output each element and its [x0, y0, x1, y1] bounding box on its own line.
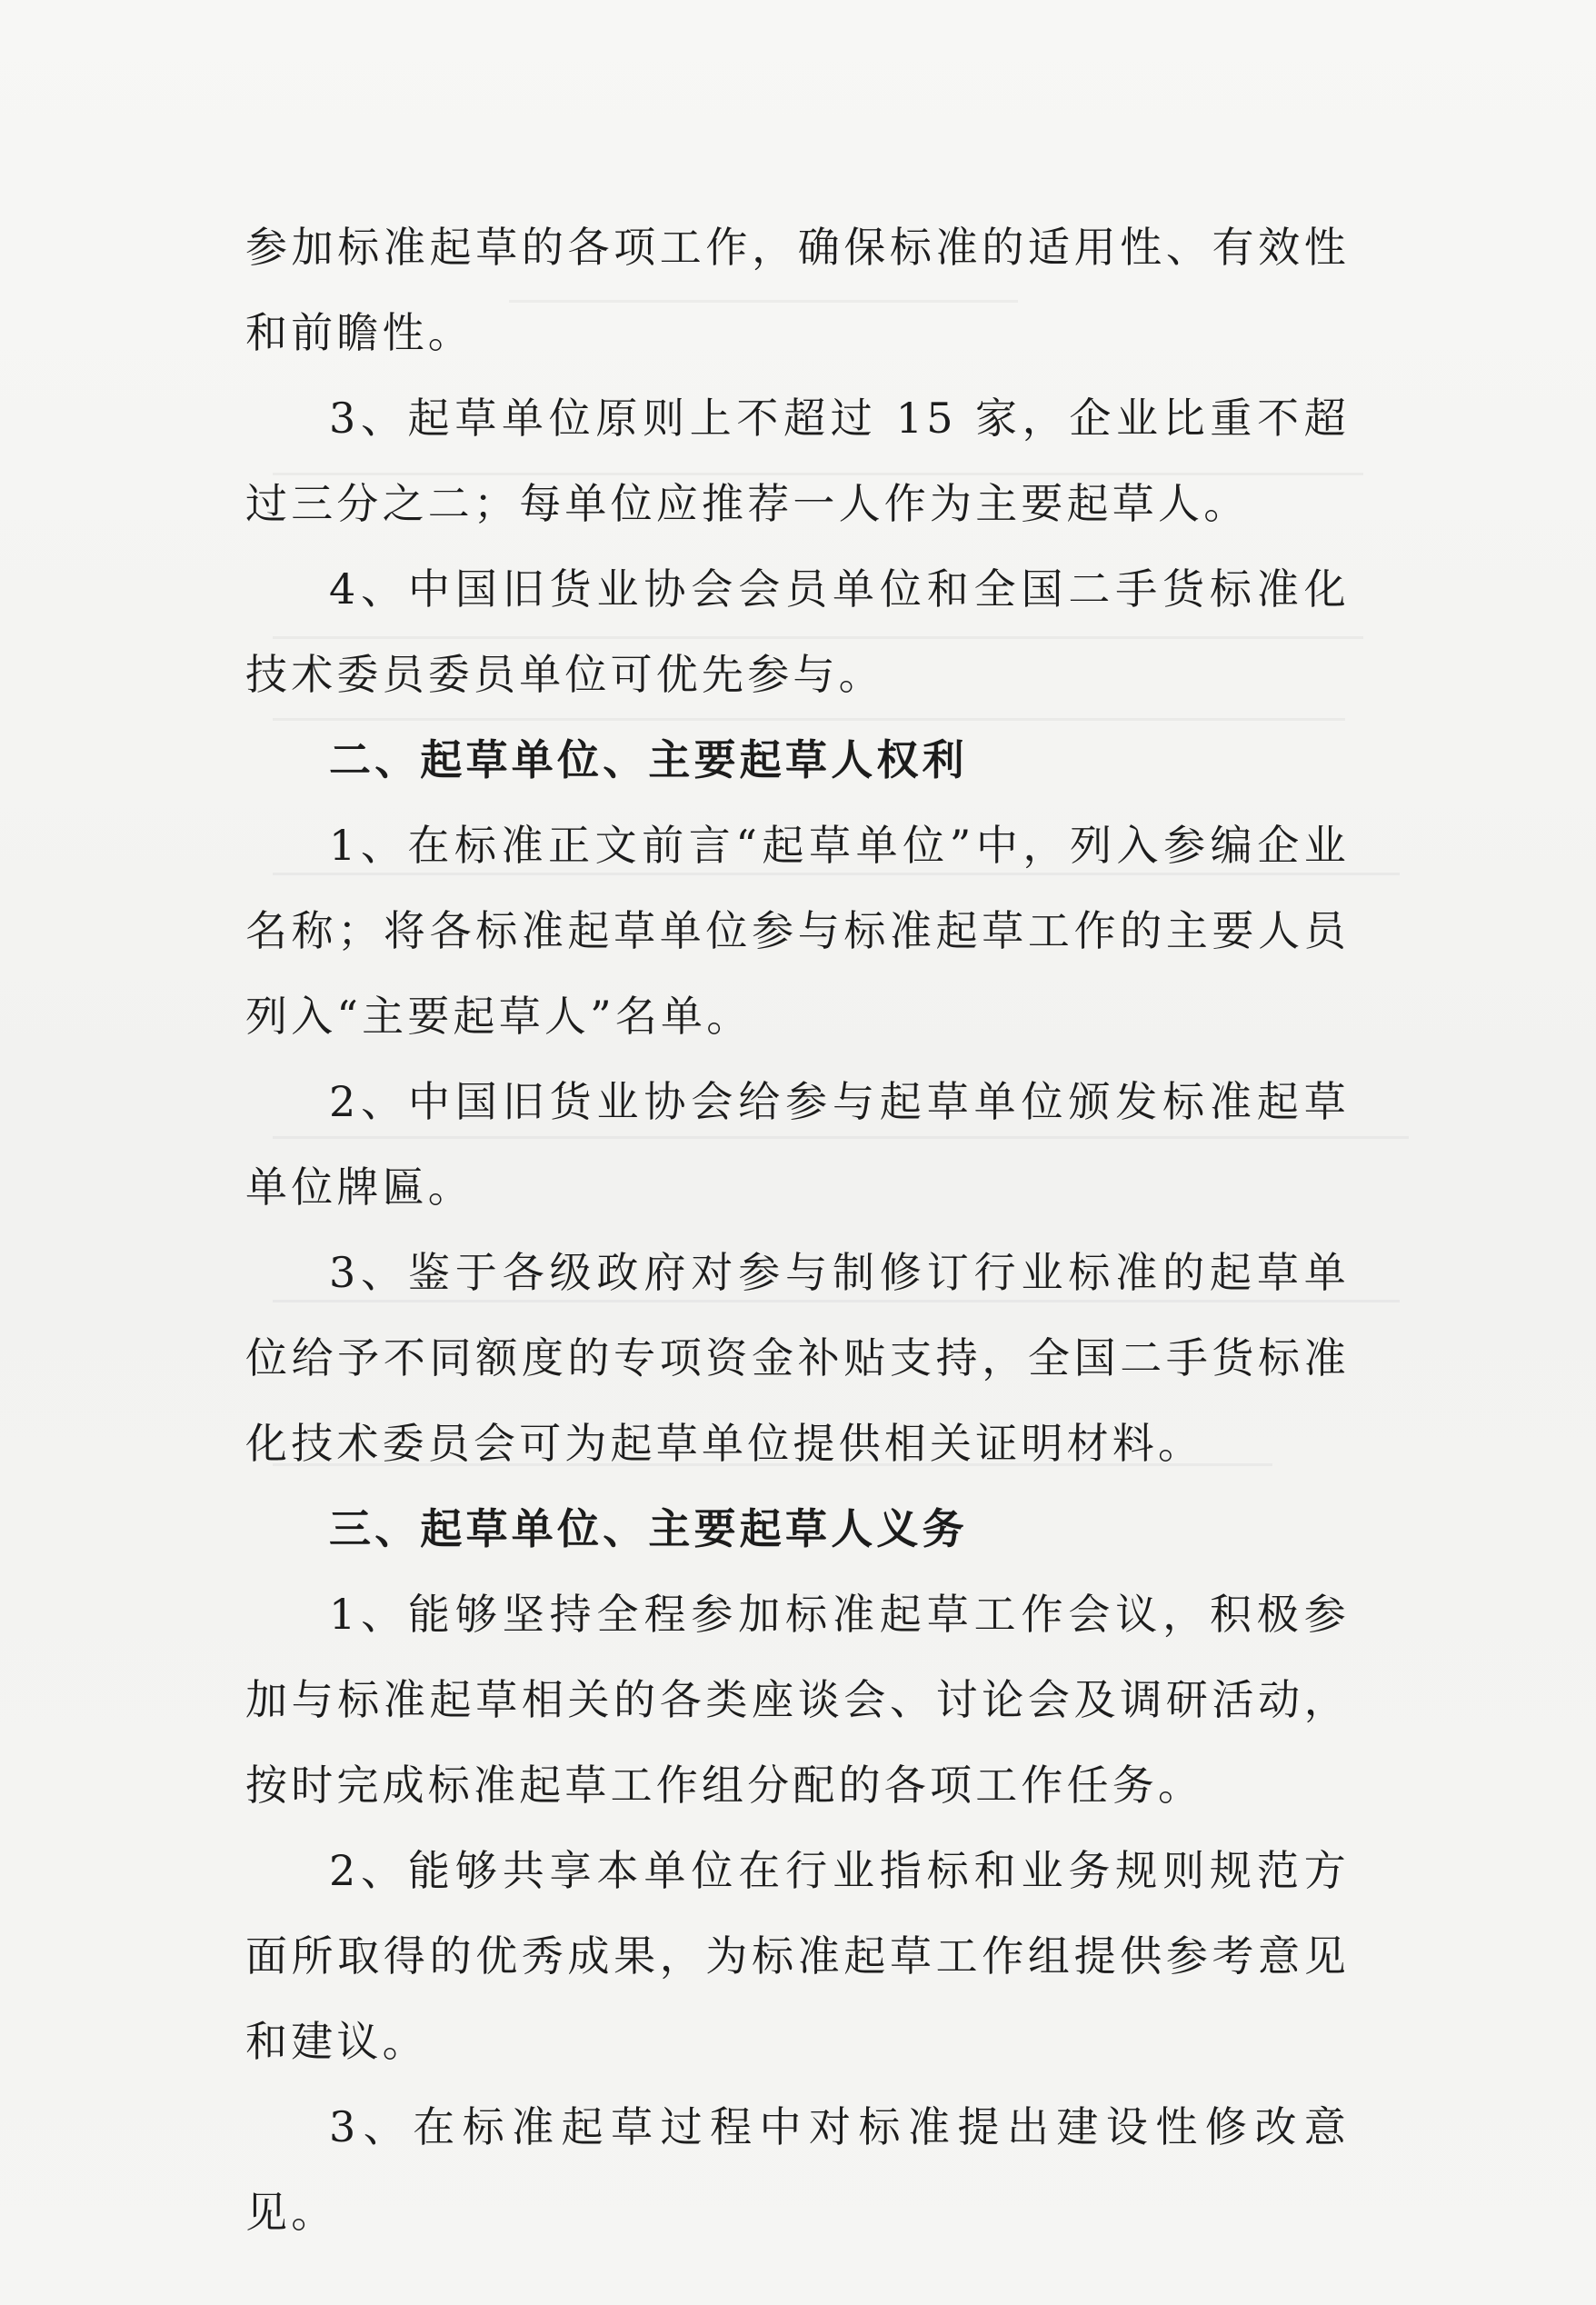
document-body: [245, 205, 1350, 2255]
section-heading-rights: 二、起草单位、主要起草人权利: [329, 735, 968, 784]
paragraph-item-4-priority-members: 4、中国旧货业协会会员单位和全国二手货标准化技术委员委员单位可优先参与。: [245, 564, 1350, 699]
paragraph-obligations-3: 3、在标准起草过程中对标准提出建设性修改意见。: [245, 2102, 1350, 2237]
paragraph-rights-2: 2、中国旧货业协会给参与起草单位颁发标准起草单位牌匾。: [245, 1077, 1350, 1212]
section-heading-obligations: 三、起草单位、主要起草人义务: [329, 1504, 968, 1553]
paragraph-rights-3: 3、鉴于各级政府对参与制修订行业标准的起草单位给予不同额度的专项资金补贴支持，全国二手货标准化技术委员会可为起草单位提供相关证明材料。: [245, 1248, 1350, 1468]
paragraph-obligations-1: 1、能够坚持全程参加标准起草工作会议，积极参加与标准起草相关的各类座谈会、讨论会及调研活动，按时完成标准起草工作组分配的各项工作任务。: [245, 1590, 1350, 1810]
paragraph-rights-1: 1、在标准正文前言“起草单位”中，列入参编企业名称；将各标准起草单位参与标准起草工作的主要人员列入“主要起草人”名单。: [245, 821, 1350, 1041]
paragraph-continuation: 参加标准起草的各项工作，确保标准的适用性、有效性和前瞻性。: [245, 223, 1350, 357]
paragraph-item-3-drafting-unit-limit: 3、起草单位原则上不超过 15 家，企业比重不超过三分之二；每单位应推荐一人作为主要起草人。: [245, 394, 1350, 528]
paragraph-obligations-2: 2、能够共享本单位在行业指标和业务规则规范方面所取得的优秀成果，为标准起草工作组提供参考意见和建议。: [245, 1846, 1350, 2066]
